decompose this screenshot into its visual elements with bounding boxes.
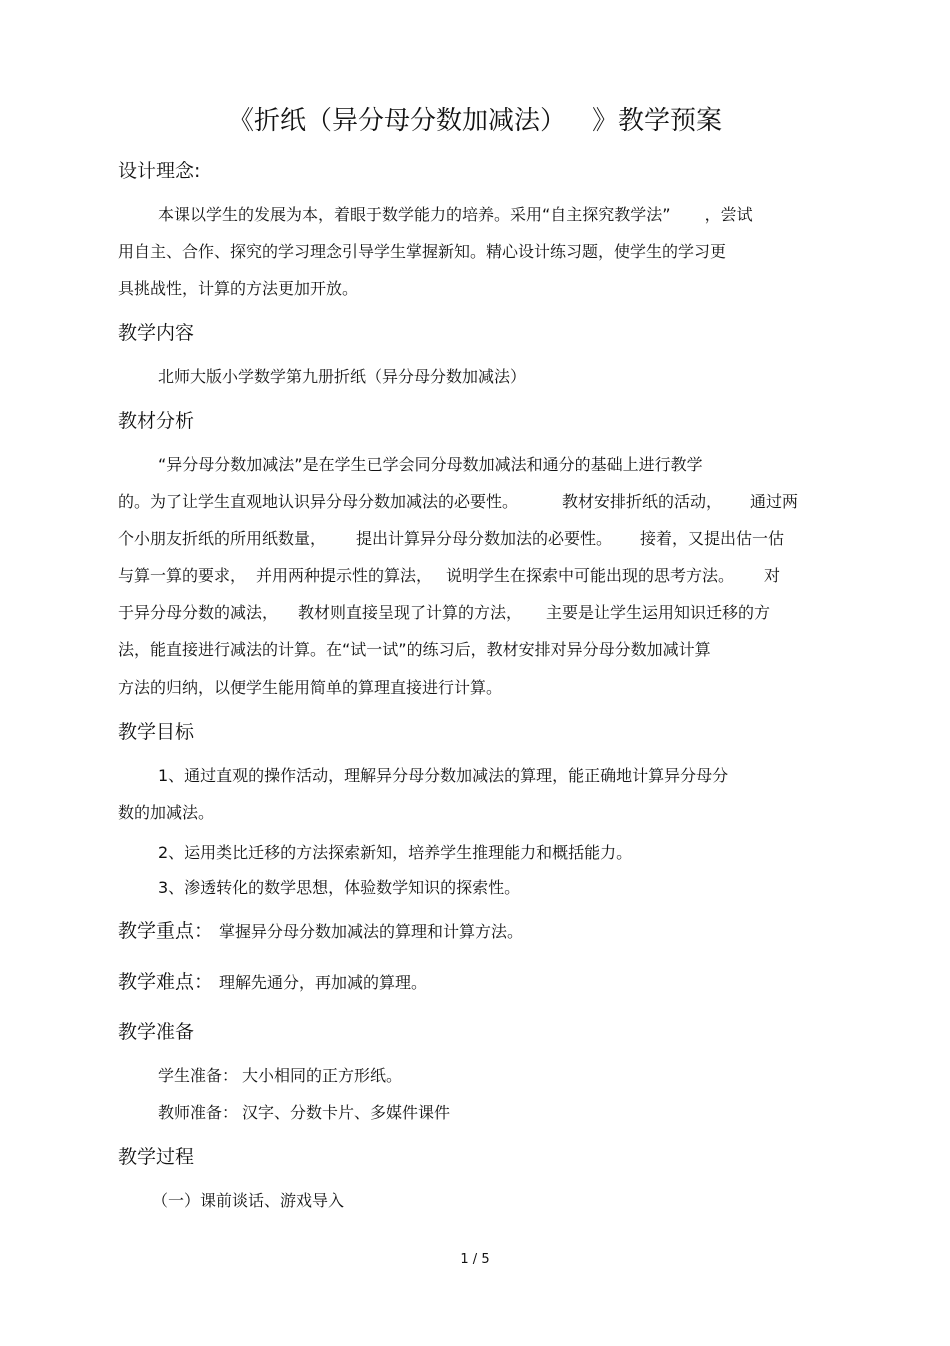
student-prep-label: 学生准备： (158, 1066, 239, 1085)
key-point-label: 教学重点： (118, 920, 214, 942)
teacher-preparation (158, 1105, 450, 1121)
text-segment: 通过两 (750, 492, 799, 511)
paragraph-line (118, 568, 780, 584)
paragraph-line (118, 531, 784, 547)
teacher-prep-text: 汉字、分数卡片、多媒件课件 (242, 1103, 451, 1122)
list-item: 3、渗透转化的数学思想，体验数学知识的探索性。 (158, 878, 521, 897)
page-number: 1 / 5 (460, 1252, 490, 1267)
text-segment: 接着，又提出估一估 (640, 529, 785, 548)
difficulty-point (118, 973, 427, 992)
key-point-text: 掌握异分母分数加减法的算理和计算方法。 (219, 922, 524, 941)
title-tail: 》教学预案 (592, 106, 723, 136)
heading-process: 教学过程 (118, 1146, 195, 1168)
text-segment: 与算一算的要求， (118, 566, 247, 585)
paragraph-line: 用自主、合作、探究的学习理念引导学生掌握新知。精心设计练习题，使学生的学习更 (118, 242, 727, 261)
text-segment: 说明学生在探索中可能出现的思考方法。 (446, 566, 735, 585)
text-segment: 教材则直接呈现了计算的方法， (298, 603, 523, 622)
list-item: 数的加减法。 (118, 803, 215, 822)
text-segment: 个小朋友折纸的所用纸数量， (118, 529, 327, 548)
paragraph-line (118, 605, 770, 621)
key-point (118, 922, 523, 941)
text-segment: 的。为了让学生直观地认识异分母分数加减法的必要性。 (118, 492, 519, 511)
list-item: 2、运用类比迁移的方法探索新知，培养学生推理能力和概括能力。 (158, 843, 633, 862)
paragraph-line: 法，能直接进行减法的计算。在“试一试”的练习后，教材安排对异分母分数加减计算 (118, 640, 711, 659)
process-step: （一）课前谈话、游戏导入 (152, 1191, 345, 1210)
text-segment: ，尝试 (704, 205, 753, 224)
student-prep-text: 大小相同的正方形纸。 (242, 1066, 403, 1085)
text-segment: 提出计算异分母分数加法的必要性。 (356, 529, 613, 548)
paragraph-line: 北师大版小学数学第九册折纸（异分母分数加减法） (158, 367, 527, 386)
text-segment: 主要是让学生运用知识迁移的方 (546, 603, 771, 622)
text-segment: 对 (764, 566, 781, 585)
document-title (0, 108, 950, 134)
teacher-prep-label: 教师准备： (158, 1103, 239, 1122)
paragraph-line: “异分母分数加减法”是在学生已学会同分母数加减法和通分的基础上进行教学 (158, 455, 703, 474)
paragraph-line: 方法的归纳，以便学生能用简单的算理直接进行计算。 (118, 678, 503, 697)
heading-analysis: 教材分析 (118, 410, 195, 432)
text-segment: 教材安排折纸的活动， (562, 492, 723, 511)
paragraph-line (118, 494, 798, 510)
difficulty-label: 教学难点： (118, 971, 214, 993)
heading-preparation: 教学准备 (118, 1021, 195, 1043)
list-item: 1、通过直观的操作活动，理解异分母分数加减法的算理，能正确地计算异分母分 (158, 766, 729, 785)
heading-design-concept: 设计理念: (118, 160, 201, 182)
heading-content: 教学内容 (118, 322, 195, 344)
text-segment: 本课以学生的发展为本，着眼于数学能力的培养。采用“自主探究教学法” (158, 205, 671, 224)
paragraph-line (158, 207, 753, 223)
heading-goals: 教学目标 (118, 721, 195, 743)
text-segment: 于异分母分数的减法， (118, 603, 279, 622)
difficulty-text: 理解先通分，再加减的算理。 (219, 973, 428, 992)
student-preparation (158, 1068, 402, 1084)
title-main: 《折纸（异分母分数加减法） (227, 106, 566, 136)
text-segment: 并用两种提示性的算法， (256, 566, 433, 585)
paragraph-line: 具挑战性，计算的方法更加开放。 (118, 279, 359, 298)
